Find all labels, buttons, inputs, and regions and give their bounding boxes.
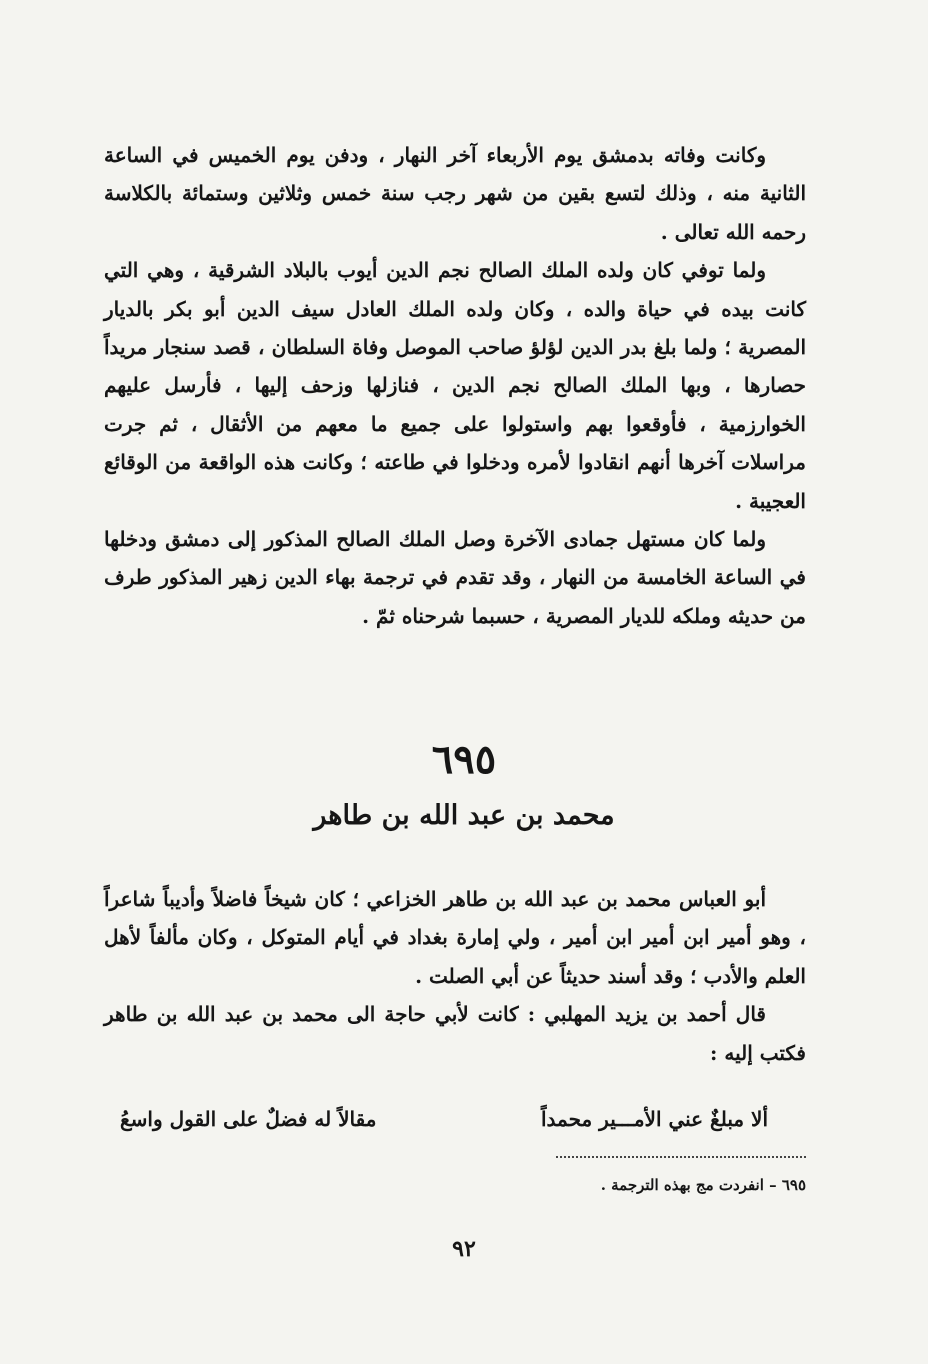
poem-verse	[120, 1100, 768, 1138]
verse-first-hemistich: ألا مبلغٌ عني الأمـــير محمداً	[540, 1107, 768, 1131]
entry-text	[104, 880, 806, 1072]
entry-title: محمد بن عبد الله بن طاهر	[313, 800, 615, 831]
verse-second-hemistich: مقالاً له فضلٌ على القول واسعُ	[120, 1107, 377, 1131]
footnote-divider	[556, 1156, 806, 1158]
paragraph: وكانت وفاته بدمشق يوم الأربعاء آخر النهار ، ودفن يوم الخميس في الساعة الثانية منه ، وذلك لتسع بقين من شهر رجب سنة خمس وثلاثين وستمائة بالكلاسة رحمه الله تعالى .	[104, 143, 806, 244]
footnote: ٦٩٥ – انفردت مج بهذه الترجمة .	[600, 1176, 806, 1194]
paragraph: أبو العباس محمد بن عبد الله بن طاهر الخزاعي ؛ كان شيخاً فاضلاً وأديباً شاعراً ، وهو أمير ابن أمير ابن أمير ، ولي إمارة بغداد في أيام المتوكل ، وكان مألفاً لأهل العلم والأدب ؛ وقد أسند حديثاً عن أبي الصلت .	[104, 887, 806, 988]
paragraph: ولما توفي كان ولده الملك الصالح نجم الدين أيوب بالبلاد الشرقية ، وهي التي كانت بيده في حياة والده ، وكان ولده الملك العادل سيف الدين أبو بكر بالديار المصرية ؛ ولما بلغ بدر الدين لؤلؤ صاحب الموصل وفاة السلطان ، قصد سنجار مريداً حصارها ، وبها الملك الصالح نجم الدين ، فنازلها وزحف إليها ، فأرسل عليهم الخوارزمية ، فأوقعوا بهم واستولوا على جميع ما معهم من الأثقال ، ثم جرت مراسلات آخرها أنهم انقادوا لأمره ودخلوا في طاعته ؛ وكانت هذه الواقعة من الوقائع العجيبة .	[104, 258, 806, 513]
page-number: ٩٢	[452, 1236, 476, 1262]
intro-text	[104, 136, 806, 635]
entry-number: ٦٩٥	[431, 736, 497, 783]
paragraph: قال أحمد بن يزيد المهلبي : كانت لأبي حاجة الى محمد بن عبد الله بن طاهر فكتب إليه :	[104, 1002, 806, 1065]
paragraph: ولما كان مستهل جمادى الآخرة وصل الملك الصالح المذكور إلى دمشق ودخلها في الساعة الخامسة من النهار ، وقد تقدم في ترجمة بهاء الدين زهير المذكور طرف من حديثه وملكه للديار المصرية ، حسبما شرحناه ثمّ .	[104, 527, 806, 628]
